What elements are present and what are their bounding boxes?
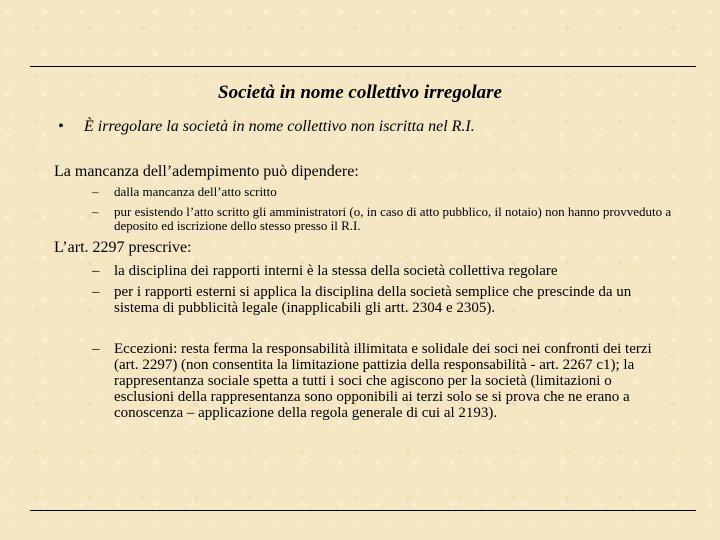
- dash-icon: –: [92, 184, 99, 199]
- section-heading-mancanza: La mancanza dell’adempimento può dipendere:: [54, 163, 359, 180]
- bottom-divider: [30, 510, 696, 511]
- bullet-point: [58, 118, 475, 136]
- section-heading-art-2297: L’art. 2297 prescrive:: [54, 239, 192, 256]
- list-item: [92, 341, 652, 421]
- dash-icon: –: [92, 341, 100, 357]
- list-item-text: Eccezioni: resta ferma la responsabilità illimitata e solidale dei soci nei confronti dei terzi (art. 2297) (non consentita la limitazione pattizia della responsabilità - art. 2267 c1); la rappresentanza sociale spetta a tutti i soci che agiscono per la società (limitazioni o esclusioni della rappresentanza sono opponibili ai terzi solo se si prova che ne erano a conoscenza – applicazione della regola generale di cui al 2193).: [114, 341, 652, 421]
- bullet-icon: •: [58, 118, 64, 135]
- dash-icon: –: [92, 284, 100, 300]
- slide-title: Società in nome collettivo irregolare: [218, 82, 502, 103]
- list-item-text: la disciplina dei rapporti interni è la stessa della società collettiva regolare: [114, 263, 558, 279]
- list-item-text: per i rapporti esterni si applica la disciplina della società semplice che prescinde da un sistema di pubblicità legale (inapplicabili gli artt. 2304 e 2305).: [114, 284, 632, 316]
- list-item: [92, 263, 652, 279]
- dash-icon: –: [92, 204, 99, 219]
- top-divider: [30, 66, 696, 67]
- list-item-text: dalla mancanza dell’atto scritto: [114, 184, 277, 199]
- list-item: [92, 284, 652, 316]
- dash-icon: –: [92, 263, 100, 279]
- bullet-text: È irregolare la società in nome collettivo non iscritta nel R.I.: [84, 118, 475, 135]
- list-item-text: pur esistendo l’atto scritto gli amministratori (o, in caso di atto pubblico, il notaio) non hanno provveduto a deposito ed iscrizione dello stesso presso il R.I.: [114, 204, 672, 233]
